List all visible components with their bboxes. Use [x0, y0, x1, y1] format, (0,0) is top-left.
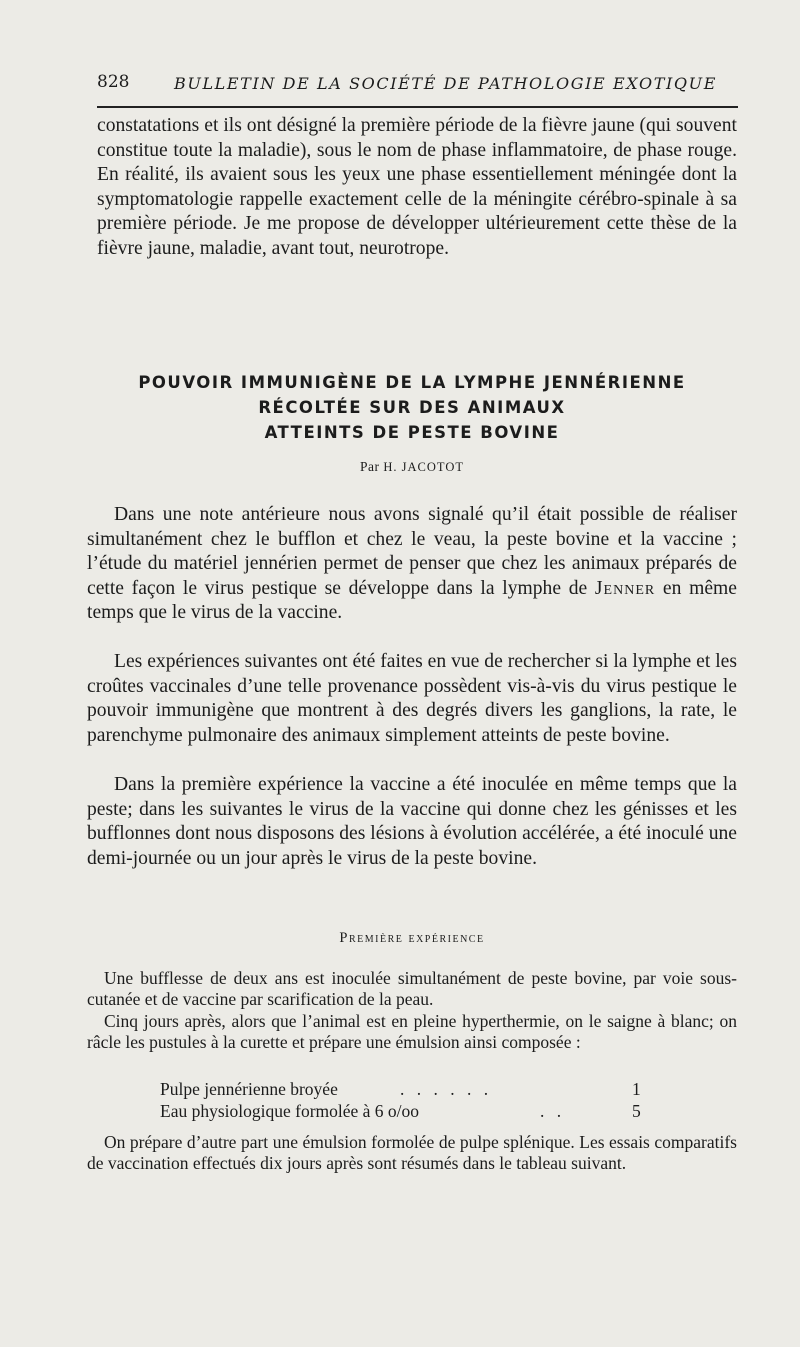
experiment-paragraph-3: On prépare d’autre part une émulsion formolée de pulpe splénique. Les essais comparatifs de vaccination effectués dix jours après sont résumés dans le tableau suivant. — [87, 1132, 737, 1173]
byline — [87, 459, 737, 475]
experiment-paragraph-2: Cinq jours après, alors que l’animal est en pleine hyperthermie, on le saigne à blanc; on râcle les pustules à la curette et prépare une émulsion ainsi composée : — [87, 1011, 737, 1052]
recipe-label: Eau physiologique formolée à 6 o/oo — [160, 1101, 420, 1121]
article-title-line-2: RÉCOLTÉE SUR DES ANIMAUX — [258, 398, 566, 417]
article-paragraph-1 — [87, 503, 737, 626]
experiment-heading: Première expérience — [339, 930, 485, 946]
recipe-dots: . . — [540, 1101, 566, 1121]
article-paragraph-2: Les expériences suivantes ont été faites en vue de rechercher si la lymphe et les croûtes vaccinales d’une telle provenance possèdent vis-à-vis du virus pestique le pouvoir immunigène que montrent à des degrés divers les ganglions, la rate, le parenchyme pulmonaire des animaux simplement atteints de peste bovine. — [87, 651, 737, 746]
article-title-line-1: POUVOIR IMMUNIGÈNE DE LA LYMPHE JENNÉRIENNE — [138, 373, 686, 392]
recipe-row — [160, 1079, 660, 1101]
recipe-label: Pulpe jennérienne broyée — [160, 1079, 338, 1099]
paragraph-1-text-a: Dans une note antérieure nous avons signalé qu’il était possible de réaliser simultanément chez le bufflon et chez le veau, la peste bovine et la vaccine ; l’étude du matériel jennérien permet de penser que chez les animaux préparés de cette façon le virus pestique se développe dans la lymphe de — [87, 504, 737, 599]
paragraph-1-name: Jenner — [594, 577, 656, 599]
page-header — [97, 72, 737, 102]
recipe-quantity: 1 — [632, 1079, 641, 1099]
byline-author: H. JACOTOT — [383, 460, 464, 474]
recipe-list — [160, 1079, 660, 1123]
article-title-line-3: ATTEINTS DE PESTE BOVINE — [264, 423, 560, 442]
paragraph-1-text-b: en même temps que le virus de la vaccine. — [87, 577, 737, 623]
article-paragraph-3: Dans la première expérience la vaccine a été inoculée en même temps que la peste; dans les suivantes le virus de la vaccine qui donne chez les génisses et les bufflonnes dont nous disposons des lésions à évolution accélérée, a été inoculé une demi-journée ou un jour après le virus de la peste bovine. — [87, 774, 737, 869]
recipe-quantity: 5 — [632, 1101, 641, 1121]
header-rule — [97, 106, 738, 108]
running-title: BULLETIN DE LA SOCIÉTÉ DE PATHOLOGIE EXOTIQUE — [174, 74, 717, 93]
recipe-dots: . . . . . . — [400, 1079, 493, 1099]
recipe-row — [160, 1101, 660, 1123]
byline-prefix: Par — [360, 459, 380, 474]
page-number: 828 — [97, 72, 130, 92]
intro-paragraph: constatations et ils ont désigné la première période de la fièvre jaune (qui souvent constitue toute la maladie), sous le nom de phase inflammatoire, de phase rouge. En réalité, ils avaient sous les yeux une phase essentiellement méningée dont la symptomatologie rappelle exactement celle de la méningite cérébro-spinale à sa première période. Je me propose de développer ultérieurement cette thèse de la fièvre jaune, maladie, avant tout, neurotrope. — [97, 115, 737, 259]
experiment-paragraph-1: Une bufflesse de deux ans est inoculée simultanément de peste bovine, par voie sous-cutanée et de vaccine par scarification de la peau. — [87, 968, 737, 1009]
